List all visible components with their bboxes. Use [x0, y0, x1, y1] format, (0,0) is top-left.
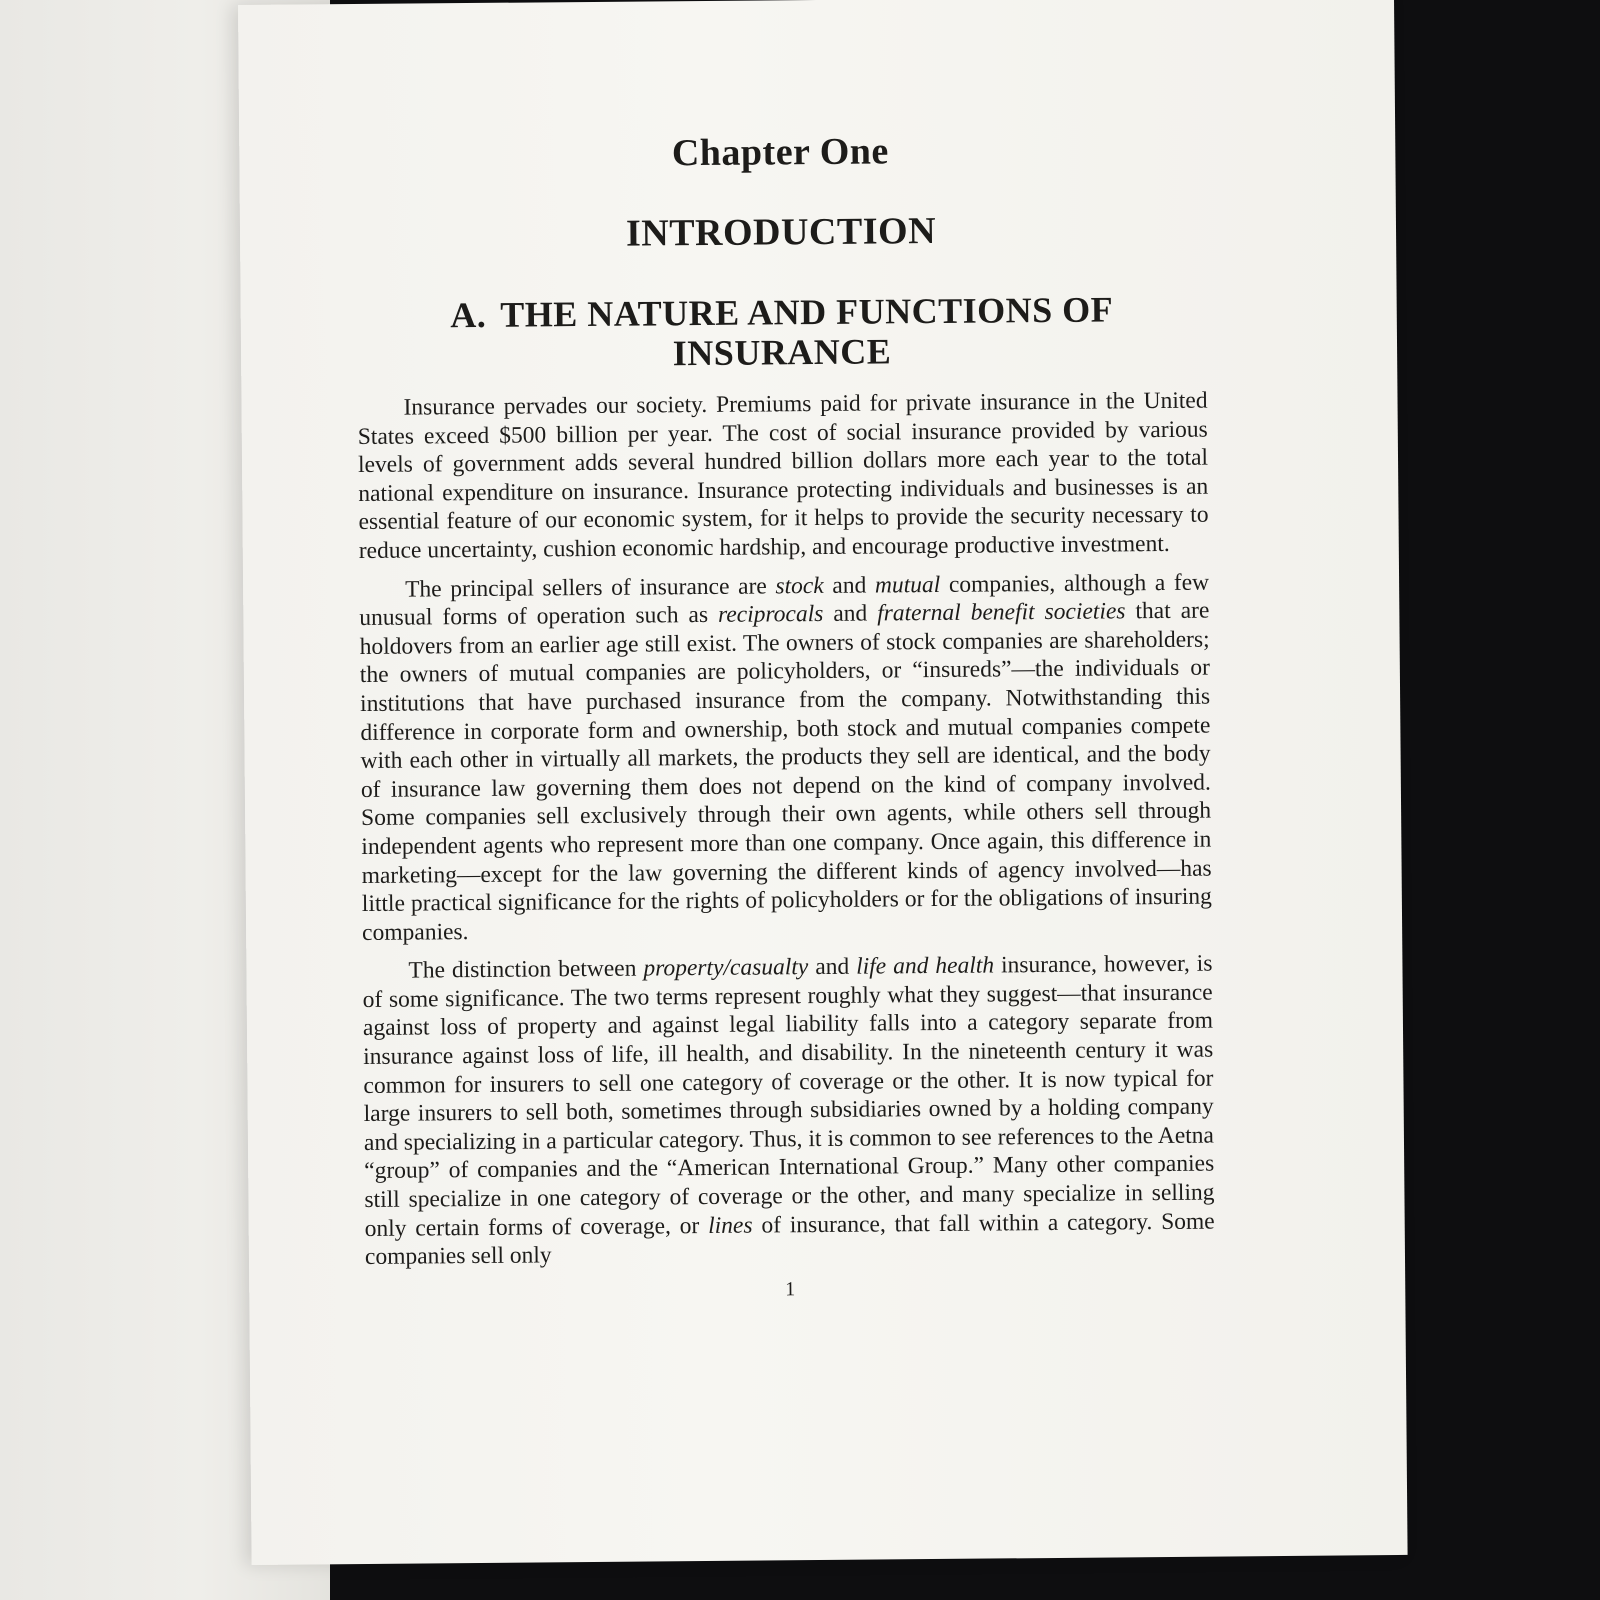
- section-title: THE NATURE AND FUNCTIONS OF INSURANCE: [500, 289, 1114, 374]
- body-paragraph: [362, 950, 1215, 1272]
- body-paragraph: [357, 387, 1208, 566]
- paragraph-text: companies, although a few unusual forms of operation such as: [359, 569, 1210, 632]
- body-text: [357, 387, 1215, 1272]
- paragraph-text: and: [823, 572, 876, 599]
- paragraph-text: of insurance, that fall within a category. Some companies sell only: [364, 1208, 1215, 1271]
- page-number: 1: [785, 1278, 796, 1301]
- page-content: [355, 117, 1215, 1305]
- paragraph-text: and: [808, 953, 857, 981]
- italic-term: lines: [708, 1212, 753, 1239]
- chapter-heading: Chapter One: [671, 130, 889, 175]
- paragraph-text: The distinction between: [408, 955, 644, 984]
- section-heading: [357, 289, 1208, 376]
- italic-term: fraternal benefit societies: [877, 598, 1126, 627]
- italic-term: property/casualty: [643, 954, 809, 982]
- italic-term: life and health: [856, 952, 995, 980]
- italic-term: reciprocals: [717, 601, 824, 629]
- paragraph-text: The principal sellers of insurance are: [405, 572, 776, 603]
- paragraph-text: insurance, however, is of some significance. The two terms represent roughly what they suggest—that insurance against loss of property and against legal liability falls into a category separate from insurance against loss of life, ill health, and disability. In the nineteenth century it was common for insurers to sell one category of coverage or the other. It is now typical for large insurers to sell both, sometimes through subsidiaries owned by a holding company and specializing in a particular category. Thus, it is common to see references to the Aetna “group” of companies and the “American International Group.” Many other companies still specialize in one category of coverage or the other, and many specialize in selling only certain forms of coverage, or: [362, 950, 1215, 1242]
- paragraph-text: that are holdovers from an earlier age still exist. The owners of stock companies are shareholders; the owners of mutual companies are policyholders, or “insureds”—the individuals or institutions that have purchased insurance from the company. Notwithstanding this difference in corporate form and ownership, both stock and mutual companies compete with each other in virtually all markets, the products they sell are identical, and the body of insurance law governing them does not depend on the kind of company involved. Some companies sell exclusively through their own agents, while others sell through independent agents who represent more than one company. Once again, this difference in marketing—except for the law governing the different kinds of agency involved—has little practical significance for the rights of policyholders or for the obligations of insuring companies.: [359, 597, 1212, 946]
- paragraph-text: Insurance pervades our society. Premiums paid for private insurance in the United States exceed $500 billion per year. The cost of social insurance provided by various levels of government adds several hundred billion dollars more each year to the total national expenditure on insurance. Insurance protecting individuals and businesses is an essential feature of our economic system, for it helps to provide the security necessary to reduce uncertainty, cushion economic hardship, and encourage productive investment.: [357, 387, 1209, 564]
- book-page: [238, 0, 1408, 1565]
- italic-term: stock: [775, 572, 824, 599]
- chapter-title: INTRODUCTION: [625, 209, 937, 255]
- paragraph-text: and: [823, 600, 878, 628]
- body-paragraph: [359, 568, 1212, 947]
- italic-term: mutual: [874, 571, 941, 599]
- section-letter: A.: [450, 294, 487, 336]
